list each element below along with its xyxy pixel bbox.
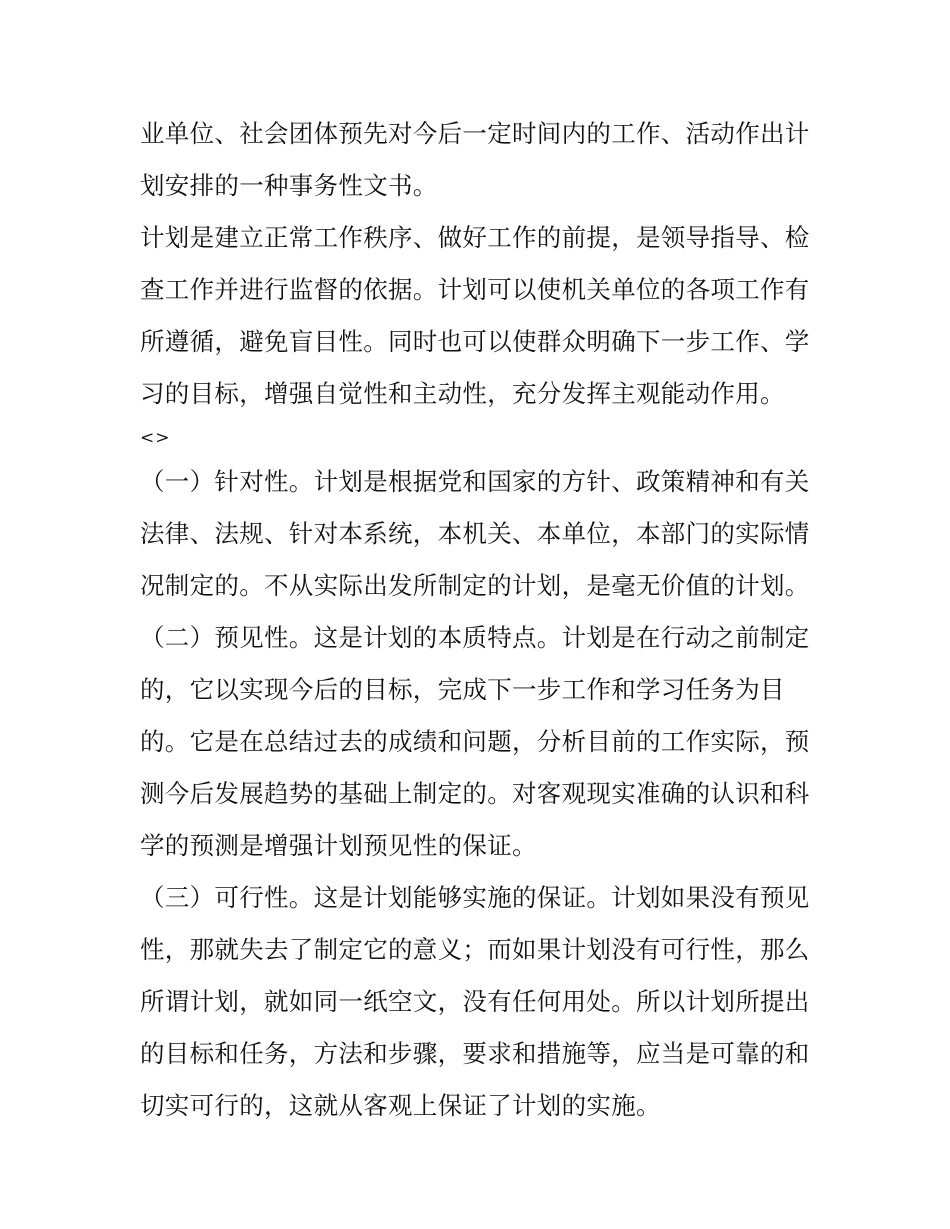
text-line: 的，它以实现今后的目标，完成下一步工作和学习任务为目 [140,675,785,704]
text-line: 法律、法规、针对本系统，本机关、本单位，本部门的实际情 [140,519,810,548]
body-text [140,108,820,1132]
text-line: 习的目标，增强自觉性和主动性，充分发挥主观能动作用。 [140,379,785,408]
text-line: 所遵循，避免盲目性。同时也可以使群众明确下一步工作、学 [140,327,810,356]
text-line: 切实可行的，这就从客观上保证了计划的实施。 [140,1091,661,1120]
text-line: 查工作并进行监督的依据。计划可以使机关单位的各项工作有 [140,275,810,304]
text-line: 学的预测是增强计划预见性的保证。 [140,831,537,860]
text-line: 测今后发展趋势的基础上制定的。对客观现实准确的认识和科 [140,779,810,808]
text-line: 的。它是在总结过去的成绩和问题，分析目前的工作实际，预 [140,727,810,756]
text-line: （二）预见性。这是计划的本质特点。计划是在行动之前制定 [140,623,810,652]
text-line: 业单位、社会团体预先对今后一定时间内的工作、活动作出计 [140,119,810,148]
text-line: 的目标和任务，方法和步骤，要求和措施等，应当是可靠的和 [140,1039,810,1068]
text-line: 所谓计划，就如同一纸空文，没有任何用处。所以计划所提出 [140,987,810,1016]
text-line: （三）可行性。这是计划能够实施的保证。计划如果没有预见 [140,883,810,912]
text-line: 划安排的一种事务性文书。 [140,171,438,200]
text-line: 计划是建立正常工作秩序、做好工作的前提，是领导指导、检 [140,223,810,252]
text-line: （一）针对性。计划是根据党和国家的方针、政策精神和有关 [140,467,810,496]
text-line: 况制定的。不从实际出发所制定的计划，是毫无价值的计划。 [140,571,810,600]
placeholder-marker: <> [140,428,171,448]
text-line: 性，那就失去了制定它的意义；而如果计划没有可行性，那么 [140,935,810,964]
